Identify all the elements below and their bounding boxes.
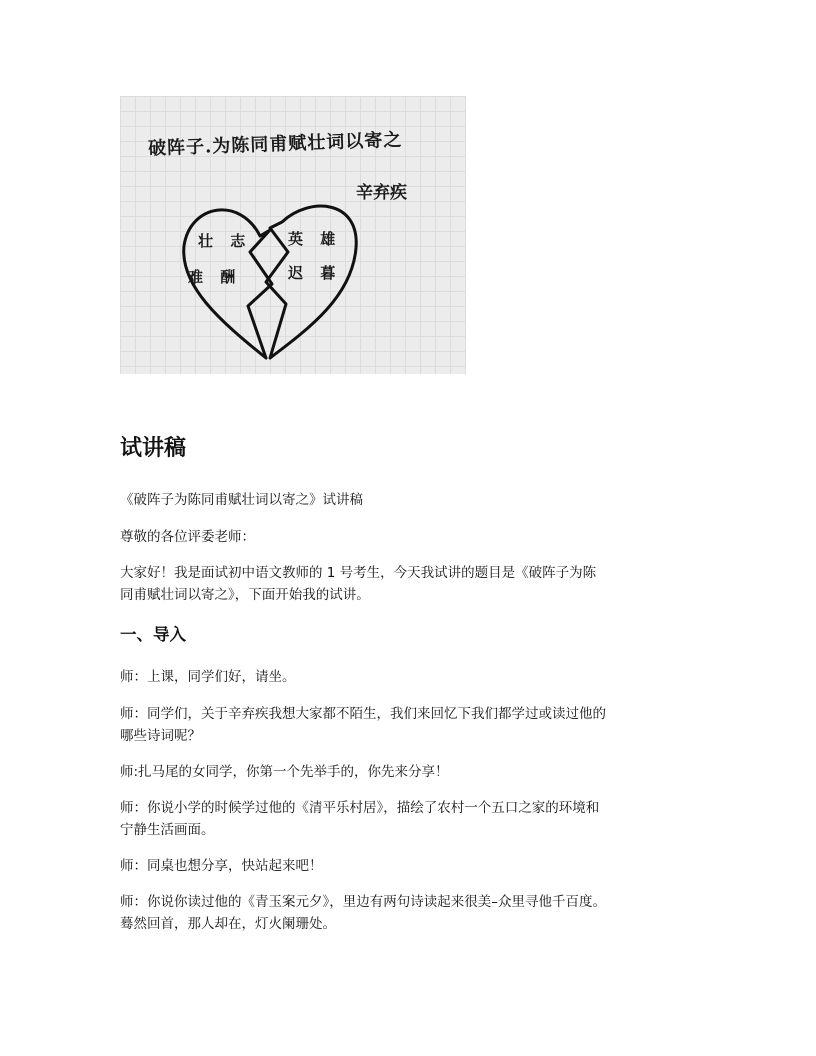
page-title: 试讲稿 [120, 436, 187, 461]
note-title: 破阵子.为陈同甫赋壮词以寄之 [147, 129, 403, 160]
note-left-top: 壮 志 [198, 232, 252, 250]
greeting: 尊敬的各位评委老师： [120, 529, 255, 545]
intro-paragraph: 大家好！我是面试初中语文教师的 1 号考生，今天我试讲的题目是《破阵子为陈 同甫赋壮词以寄之》，下面开始我的试讲。 [120, 565, 597, 603]
section-heading-intro: 一、导入 [120, 625, 186, 644]
paragraph: 师:扎马尾的女同学，你第一个先举手的，你先来分享！ [120, 764, 449, 780]
paragraph: 师：你说小学的时候学过他的《清平乐村居》，描绘了农村一个五口之家的环境和 宁静生活画面。 [120, 800, 600, 838]
paragraph: 师：上课，同学们好，请坐。 [120, 669, 296, 685]
paragraph: 师：同学们，关于辛弃疾我想大家都不陌生，我们来回忆下我们都学过或读过他的 哪些诗词呢？ [120, 706, 606, 744]
note-right-top: 英 雄 [288, 230, 342, 248]
note-left-bottom: 难 酬 [188, 268, 242, 286]
note-right-bottom: 迟 暮 [288, 264, 342, 282]
paragraph: 师：同桌也想分享，快站起来吧！ [120, 858, 323, 874]
handwritten-note-image [120, 96, 466, 374]
doc-subtitle: 《破阵子为陈同甫赋壮词以寄之》试讲稿 [120, 492, 363, 508]
paragraph: 师：你说你读过他的《青玉案元夕》，里边有两句诗读起来很美–众里寻他千百度。 蓦然回首，那人却在，灯火阑珊处。 [120, 894, 606, 932]
note-author: 辛弃疾 [356, 183, 407, 203]
